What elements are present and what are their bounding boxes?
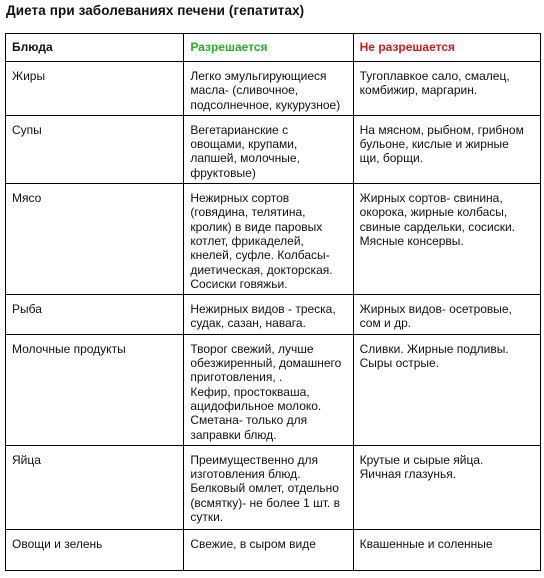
table-row: [6, 334, 541, 445]
table-header-row: [6, 34, 541, 62]
table-row: [6, 529, 541, 570]
table-row: [6, 445, 541, 529]
page-title: Диета при заболеваниях печени (гепатитах): [6, 3, 305, 18]
diet-table-container: [5, 33, 541, 578]
diet-table: [5, 33, 541, 571]
cell-allowed: Творог свежий, лучше обезжиренный, домашнего приготовления, . Кефир, простокваша, ацидофильное молоко. Сметана- только для заправки блюд.: [184, 334, 353, 445]
header-dish: Блюда: [6, 34, 184, 62]
cell-forbidden: На мясном, рыбном, грибном бульоне, кислые и жирные щи, борщи.: [353, 115, 540, 183]
cell-dish: Молочные продукты: [6, 334, 184, 445]
cell-dish: Жиры: [6, 62, 184, 116]
cell-forbidden: Жирных сортов- свинина, окорока, жирные колбасы, свиные сардельки, сосиски. Мясные консервы.: [353, 184, 540, 295]
cell-dish: Яйца: [6, 445, 184, 529]
cell-allowed: Нежирных видов - треска, судак, сазан, навага.: [184, 295, 353, 335]
cell-dish: Овощи и зелень: [6, 529, 184, 570]
cell-forbidden: Сливки. Жирные подливы. Сыры острые.: [353, 334, 540, 445]
cell-forbidden: Тугоплавкое сало, смалец, комбижир, маргарин.: [353, 62, 540, 116]
cell-allowed: Нежирных сортов (говядина, телятина, кролик) в виде паровых котлет, фрикаделей, кнелей, суфле. Колбасы- диетическая, докторская. Сосиски говяжьи.: [184, 184, 353, 295]
table-row: [6, 184, 541, 295]
table-row: [6, 295, 541, 335]
cell-allowed: Преимущественно для изготовления блюд. Белковый омлет, отдельно (всмятку)- не более 1 шт. в сутки.: [184, 445, 353, 529]
table-row: [6, 62, 541, 116]
cell-allowed: Легко эмульгирующиеся масла- (сливочное, подсолнечное, кукурузное): [184, 62, 353, 116]
cell-dish: Рыба: [6, 295, 184, 335]
cell-dish: Супы: [6, 115, 184, 183]
header-forbidden: Не разрешается: [353, 34, 540, 62]
cell-allowed: Вегетарианские с овощами, крупами, лапшей, молочные, фруктовые): [184, 115, 353, 183]
header-allowed: Разрешается: [184, 34, 353, 62]
table-row: [6, 115, 541, 183]
cell-allowed: Свежие, в сыром виде: [184, 529, 353, 570]
cell-forbidden: Квашенные и соленные: [353, 529, 540, 570]
cell-forbidden: Крутые и сырые яйца. Яичная глазунья.: [353, 445, 540, 529]
cell-dish: Мясо: [6, 184, 184, 295]
cell-forbidden: Жирных видов- осетровые, сом и др.: [353, 295, 540, 335]
